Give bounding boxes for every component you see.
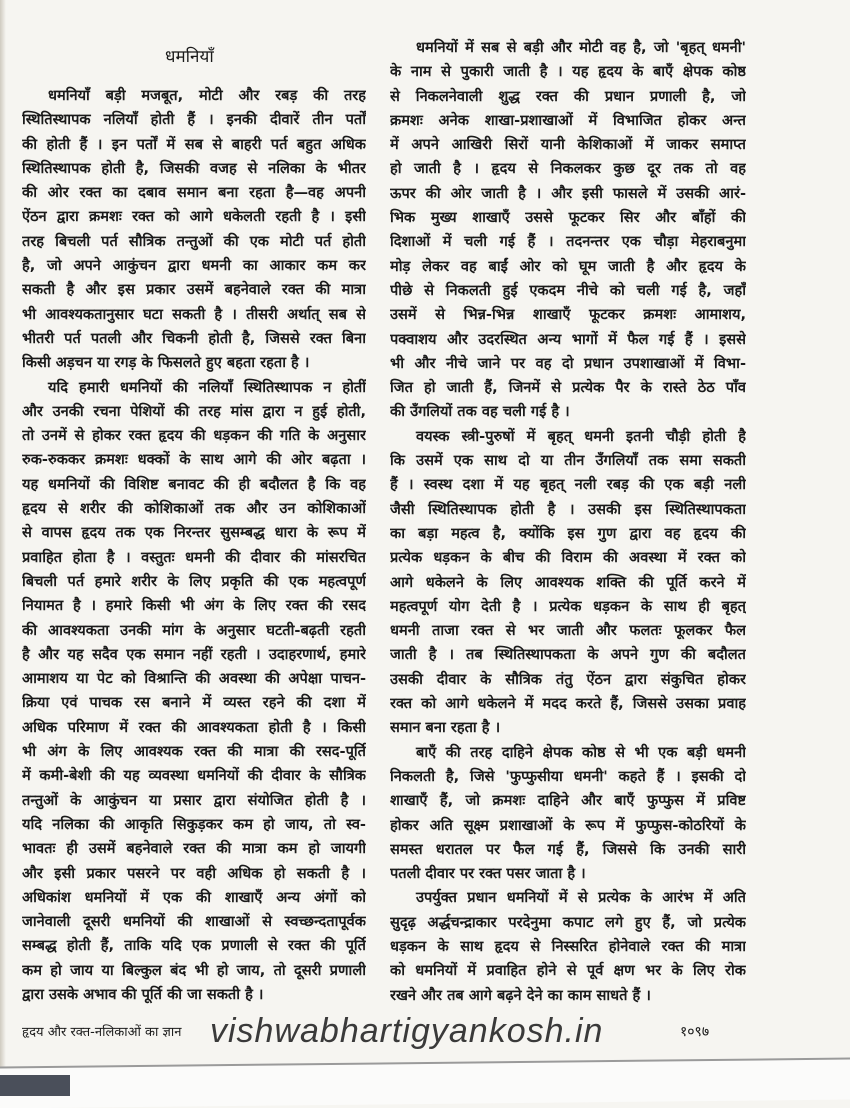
- text-line: द्वारा उसके अभाव की पूर्ति की जा सकती है ।: [22, 985, 264, 1003]
- text-line: पीछे से निकलती हुई एकदम नीचे को चली गई है, जहाँ: [390, 281, 746, 299]
- text-line: जानेवाली दूसरी धमनियों की शाखाओं से स्वच्छन्दतापूर्वक: [22, 913, 366, 931]
- text-line: को धमनियों में प्रवाहित होने से पूर्व क्षण भर के लिए रोक: [390, 962, 746, 980]
- text-line: जैसी स्थितिस्थापक होती है । उसकी इस स्थितिस्थापकता: [390, 500, 746, 518]
- text-line: शाखाएँ हैं, जो क्रमशः दाहिने और बाएँ फुप्फुस में प्रविष्ट: [390, 792, 746, 810]
- text-line: सम्बद्ध होती हैं, ताकि यदि एक प्रणाली से रक्त की पूर्ति: [22, 937, 366, 955]
- section-title: धमनियाँ: [165, 47, 214, 67]
- text-line: बिचली पर्त हमारे शरीर के लिए प्रकृति की एक महत्वपूर्ण: [22, 572, 366, 590]
- text-line: होकर अति सूक्ष्म प्रशाखाओं के रूप में फुप्फुस-कोठरियों के: [390, 816, 746, 834]
- text-line: है, जो अपने आकुंचन द्वारा धमनी का आकार कम कर: [22, 257, 366, 275]
- paragraph: [390, 425, 746, 741]
- text-line: स्थितिस्थापक होती है, जिसकी वजह से नलिका के भीतर: [22, 159, 366, 177]
- text-line: हो जाती है । हृदय से निकलकर कुछ दूर तक तो वह: [390, 160, 746, 178]
- text-line: उपर्युक्त प्रधान धमनियों में से प्रत्येक के आरंभ में अति: [416, 889, 746, 907]
- text-line: धड़कन के साथ हृदय से निस्सरित होनेवाले रक्त की मात्रा: [390, 937, 746, 955]
- paragraph: [22, 84, 366, 376]
- text-line: भी आवश्यकतानुसार घटा सकती है । तीसरी अर्थात् सब से: [22, 305, 366, 323]
- text-line: की उँगलियों तक वह चली गई है ।: [390, 403, 570, 421]
- text-line: प्रत्येक धड़कन के बीच की विराम की अवस्था में रक्त को: [390, 549, 746, 567]
- text-line: कि उसमें एक साथ दो या तीन उँगलियाँ तक समा सकती: [390, 452, 746, 470]
- text-line: अधिक परिमाण में रक्त की आवश्यकता होती है । किसी: [22, 718, 366, 736]
- page-number: १०९७: [680, 1024, 710, 1040]
- right-column: [390, 36, 746, 1008]
- running-footer-title: हृदय और रक्त-नलिकाओं का ज्ञान: [22, 1025, 182, 1040]
- text-line: जाती है । तब स्थितिस्थापकता के अपने गुण की बदौलत: [390, 646, 746, 664]
- text-line: आमाशय या पेट को विश्रान्ति की अवस्था की अपेक्षा पाचन-: [22, 670, 366, 688]
- text-line: यदि हमारी धमनियों की नलियाँ स्थितिस्थापक न होतीं: [48, 378, 366, 396]
- text-line: धमनियों में सब से बड़ी और मोटी वह है, जो 'बृहत् धमनी': [416, 39, 746, 56]
- text-line: तरह बिचली पर्त सौत्रिक तन्तुओं की एक मोटी पर्त होती: [22, 232, 366, 250]
- text-line: यह धमनियों की विशिष्ट बनावट की ही बदौलत है कि वह: [22, 475, 366, 493]
- text-line: से वापस हृदय तक एक निरन्तर सुसम्बद्ध धारा के रूप में: [22, 524, 366, 542]
- paragraph: [22, 376, 366, 1008]
- text-line: सकती है और इस प्रकार उसमें बहनेवाले रक्त की मात्रा: [22, 281, 366, 299]
- text-line: की आवश्यकता उनकी मांग के अनुसार घटती-बढ़ती रहती: [22, 621, 366, 639]
- text-line: मोड़ लेकर वह बाईं ओर को घूम जाती है और हृदय के: [390, 257, 746, 275]
- text-line: ऐंठन द्वारा क्रमशः रक्त को आगे धकेलती रहती है । इसी: [22, 208, 366, 226]
- text-line: पतली दीवार पर रक्त पसर जाता है ।: [390, 865, 586, 883]
- text-line: में अपने आखिरी सिरों यानी केशिकाओं में जाकर समाप्त: [390, 136, 746, 154]
- watermark: vishwabhartigyankosh.in: [210, 1012, 604, 1050]
- text-line: हैं । स्वस्थ दशा में यह बृहत् नली रबड़ की एक बड़ी नली: [390, 476, 746, 494]
- text-line: भी अंग के लिए आवश्यक रक्त की मात्रा की रसद-पूर्ति: [22, 743, 366, 761]
- text-line: दिशाओं में चली गई हैं । तदनन्तर एक चौड़ा मेहराबनुमा: [390, 233, 746, 251]
- paragraph: [390, 36, 746, 425]
- text-line: क्रिया एवं पाचक रस बनाने में व्यस्त रहने की दशा में: [22, 694, 366, 712]
- page-edge-shadow: [0, 0, 6, 1096]
- text-line: भिक मुख्य शाखाएँ उससे फूटकर सिर और बाँहों की: [390, 209, 746, 227]
- text-line: भी और नीचे जाने पर वह दो प्रधान उपशाखाओं में विभा-: [390, 354, 746, 372]
- text-line: भावतः ही उसमें बहनेवाले रक्त की मात्रा कम हो जायगी: [22, 840, 366, 858]
- paragraph: [390, 886, 746, 1007]
- text-line: से निकलनेवाली शुद्ध रक्त की प्रधान प्रणाली है, जो: [390, 87, 746, 105]
- text-line: के नाम से पुकारी जाती है । यह हृदय के बाएँ क्षेपक कोष्ठ: [390, 63, 746, 81]
- text-line: समान बना रहता है ।: [390, 719, 501, 737]
- text-line: समस्त धरातल पर फैल गई हैं, जिससे कि उनकी सारी: [390, 840, 746, 858]
- text-line: और इसी प्रकार पसरने पर वही अधिक हो सकती है ।: [22, 864, 366, 882]
- text-line: और उनकी रचना पेशियों की तरह मांस द्वारा न हुई होती,: [22, 402, 366, 420]
- text-line: रक्त को आगे धकेलने में मदद करते हैं, जिससे उसका प्रवाह: [390, 695, 746, 713]
- text-line: रुक-रुककर क्रमशः धक्कों के साथ आगे की ओर बढ़ता ।: [22, 451, 366, 469]
- text-line: जित हो जाती हैं, जिनमें से प्रत्येक पैर के रास्ते ठेठ पाँव: [390, 379, 746, 397]
- text-line: का बड़ा महत्व है, क्योंकि इस गुण द्वारा वह हृदय की: [390, 524, 746, 542]
- text-line: तन्तुओं के आकुंचन या प्रसार द्वारा संयोजित होती है ।: [22, 791, 366, 809]
- text-line: उसकी दीवार के सौत्रिक तंतु ऐंठन द्वारा संकुचित होकर: [390, 670, 746, 688]
- text-line: हृदय से शरीर की कोशिकाओं तक और उन कोशिकाओं: [22, 500, 366, 518]
- text-line: प्रवाहित होता है । वस्तुतः धमनी की दीवार की मांसरचित: [22, 548, 366, 566]
- text-line: यदि नलिका की आकृति सिकुड़कर कम हो जाय, तो स्व-: [22, 815, 366, 833]
- text-line: भीतरी पर्त पतली और चिकनी होती है, जिससे रक्त बिना: [22, 329, 366, 347]
- text-line: निकलती है, जिसे 'फुप्फुसीया धमनी' कहते हैं । इसकी दो: [390, 767, 746, 785]
- scan-edge: [0, 1075, 70, 1096]
- text-line: सुदृढ़ अर्द्धचन्द्राकार परदेनुमा कपाट लगे हुए हैं, जो प्रत्येक: [390, 913, 746, 931]
- text-line: रखने और तब आगे बढ़ने देने का काम साधते हैं ।: [390, 986, 651, 1004]
- text-line: की होती हैं । इन पर्तों में सब से बाहरी पर्त बहुत अधिक: [22, 135, 366, 153]
- page-curl: [0, 1058, 850, 1108]
- text-line: में कमी-बेशी की यह व्यवस्था धमनियों की दीवार के सौत्रिक: [22, 767, 366, 785]
- text-line: आगे धकेलने के लिए आवश्यक शक्ति की पूर्ति करने में: [390, 573, 746, 591]
- text-line: नियामत है । हमारे किसी भी अंग के लिए रक्त की रसद: [22, 597, 366, 615]
- text-line: तो उनमें से होकर रक्त हृदय की धड़कन की गति के अनुसार: [22, 427, 366, 445]
- text-line: धमनी ताजा रक्त से भर जाती और फलतः फूलकर फैल: [390, 622, 746, 640]
- text-line: है और यह सदैव एक समान नहीं रहती । उदाहरणार्थ, हमारे: [22, 645, 366, 663]
- text-line: कम हो जाय या बिल्कुल बंद भी हो जाय, तो दूसरी प्रणाली: [22, 961, 366, 979]
- text-line: स्थितिस्थापक नलियाँ होती हैं । इनकी दीवारें तीन पर्तों: [22, 111, 366, 129]
- text-line: महत्वपूर्ण योग देती है । प्रत्येक धड़कन के साथ ही बृहत्: [390, 597, 746, 615]
- text-line: बाएँ की तरह दाहिने क्षेपक कोष्ठ से भी एक बड़ी धमनी: [416, 743, 746, 761]
- text-line: वयस्क स्त्री-पुरुषों में बृहत् धमनी इतनी चौड़ी होती है: [416, 427, 746, 445]
- text-line: धमनियाँ बड़ी मजबूत, मोटी और रबड़ की तरह: [48, 87, 366, 104]
- text-line: किसी अड़चन या रगड़ के फिसलते हुए बहता रहता है ।: [22, 354, 310, 372]
- left-column: [22, 84, 366, 1007]
- text-line: अधिकांश धमनियों में एक की शाखाएँ अन्य अंगों को: [22, 888, 366, 906]
- text-line: उसमें से भिन्न-भिन्न शाखाएँ फूटकर क्रमशः आमाशय,: [390, 306, 746, 324]
- text-line: पक्वाशय और उदरस्थित अन्य भागों में फैल गई हैं । इससे: [390, 330, 746, 348]
- text-line: की ओर रक्त का दबाव समान बना रहता है—वह अपनी: [22, 184, 366, 202]
- paragraph: [390, 741, 746, 887]
- text-line: ऊपर की ओर जाती है । और इसी फासले में उसकी आरं-: [390, 184, 746, 202]
- text-line: क्रमशः अनेक शाखा-प्रशाखाओं में विभाजित होकर अन्त: [390, 111, 746, 129]
